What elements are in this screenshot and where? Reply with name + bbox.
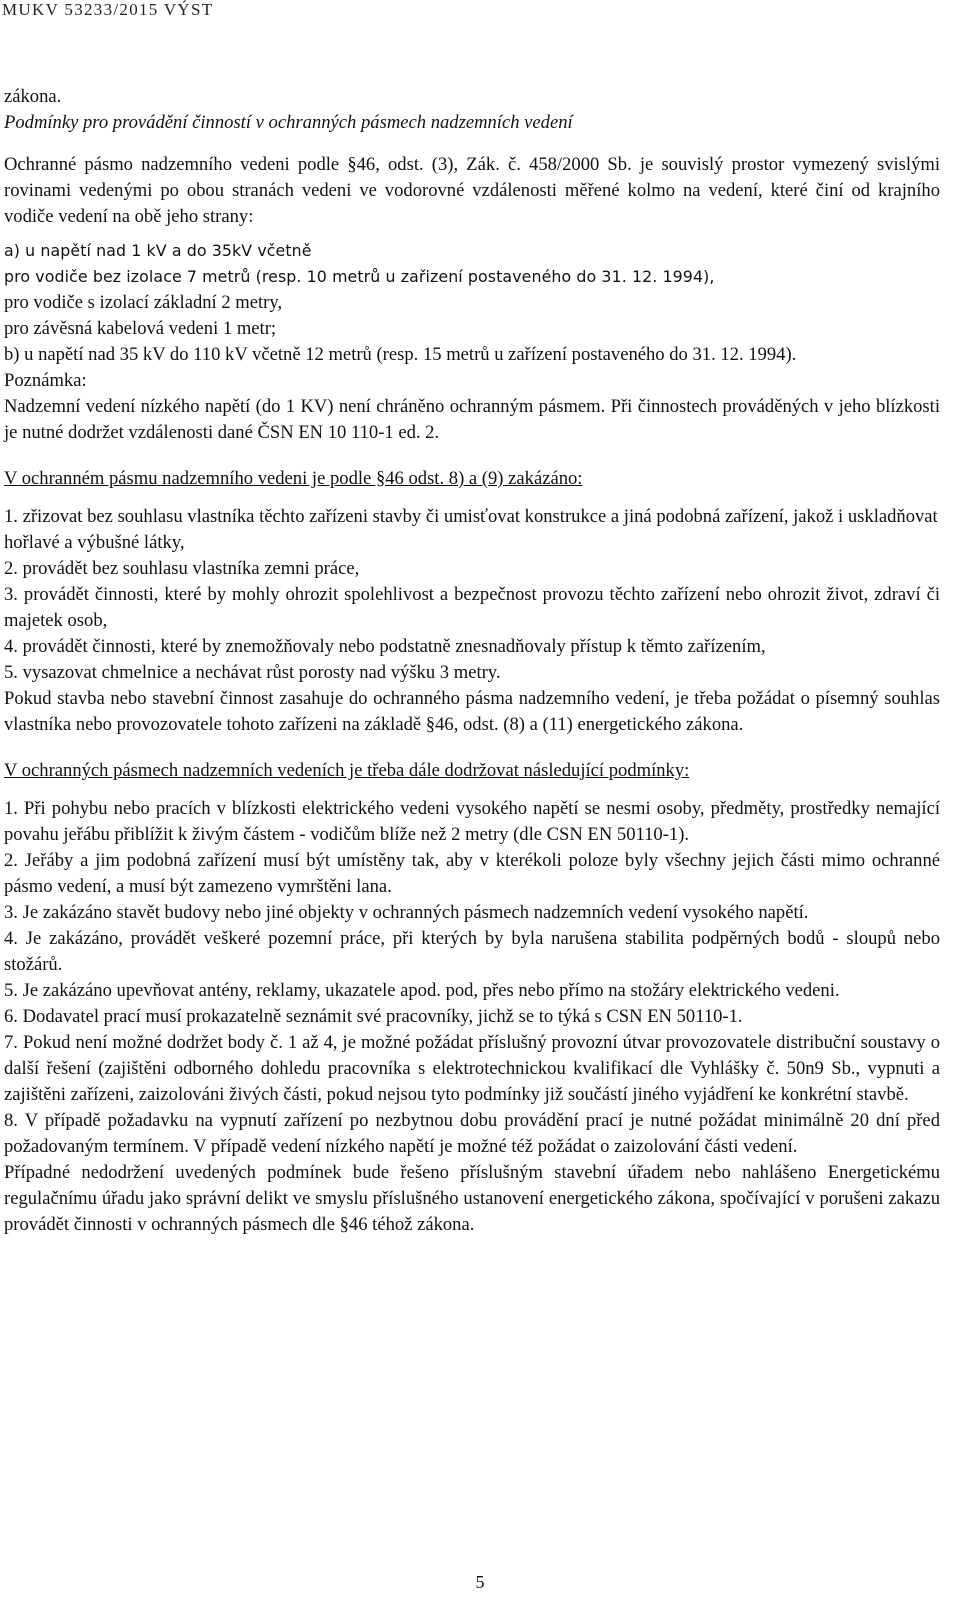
condition-item: 6. Dodavatel prací musí prokazatelně seznámit své pracovníky, jichž se to týká s CSN EN 50110-1. — [4, 1006, 743, 1027]
page-number: 5 — [475, 1572, 485, 1592]
voltage-a-item: pro vodiče s izolací základní 2 metry, — [4, 292, 283, 313]
voltage-b-line: b) u napětí nad 35 kV do 110 kV včetně 12 metrů (resp. 15 metrů u zařízení postaveného do 31. 12. 1994). — [4, 344, 797, 365]
closing-paragraph: Případné nedodržení uvedených podmínek bude řešeno příslušným stavební úřadem nebo nahlášeno Energetickému regulačnímu úřadu jako správní delikt ve smyslu příslušného ustanovení energetického zákona, spočívající v porušeni zakazu provádět činnosti v ochranných pásmech dle §46 téhož zákona. — [4, 1162, 940, 1235]
condition-item: 1. Při pohybu nebo pracích v blízkosti elektrického vedeni vysokého napětí se nesmi osoby, předměty, prostředky nemající povahu jeřábu přiblížit k živým částem - vodičům blíže než 2 metry (dle CSN EN 50110-1). — [4, 798, 940, 845]
intro-line: zákona. — [4, 86, 62, 107]
condition-item: 4. Je zakázáno, provádět veškeré pozemní práce, při kterých by byla narušena stabilita podpěrných bodů - sloupů nebo stožárů. — [4, 928, 940, 975]
prohibited-item: 1. zřizovat bez souhlasu vlastníka těchto zařízeni stavby či umisťovat konstrukce a jiná podobná zařízení, jakož i uskladňovat hořlavé a výbušné látky, — [4, 506, 938, 553]
prohibited-item: 2. provádět bez souhlasu vlastníka zemni práce, — [4, 558, 360, 579]
note-label: Poznámka: — [4, 370, 87, 391]
condition-item: 7. Pokud není možné dodržet body č. 1 až 4, je možné požádat příslušný provozní útvar provozovatele distribuční soustavy o další řešení (zajištěni odborného dohledu pracovníka s elektrotechnickou kvalifikací dle Vyhlášky č. 50n9 Sb., vypnuti a zajištěni zařízeni, zaizolováni živých části, pokud nejsou tyto podmínky již součástí jiného vyjádření ke konkrétní stavbě. — [4, 1032, 940, 1105]
definition-paragraph: Ochranné pásmo nadzemního vedeni podle §46, odst. (3), Zák. č. 458/2000 Sb. je souvislý prostor vymezený svislými rovinami vedenými po obou stranách vedeni ve vodorovné vzdálenosti měřené kolmo na vedení, které činí od krajního vodiče vedení na obě jeho strany: — [4, 154, 940, 227]
document-header: MUKV 53233/2015 VÝST — [2, 0, 214, 19]
condition-item: 3. Je zakázáno stavět budovy nebo jiné objekty v ochranných pásmech nadzemních vedení vysokého napětí. — [4, 902, 809, 923]
condition-item: 8. V případě požadavku na vypnutí zařízení po nezbytnou dobu provádění prací je nutné požádat minimálně 20 dní před požadovaným termínem. V případě vedení nízkého napětí je možné též požádat o zaizolování části vedení. — [4, 1110, 940, 1157]
prohibited-heading: V ochranném pásmu nadzemního vedeni je podle §46 odst. 8) a (9) zakázáno: — [4, 468, 583, 489]
voltage-a-item: pro závěsná kabelová vedeni 1 metr; — [4, 318, 277, 339]
prohibited-item: 4. provádět činnosti, které by znemožňovaly nebo podstatně znesnadňovaly přístup k těmto zařízením, — [4, 636, 766, 657]
consent-paragraph: Pokud stavba nebo stavební činnost zasahuje do ochranného pásma nadzemního vedení, je třeba požádat o písemný souhlas vlastníka nebo provozovatele tohoto zařízeni na základě §46, odst. (8) a (11) energetického zákona. — [4, 688, 940, 735]
voltage-a-item: pro vodiče bez izolace 7 metrů (resp. 10 metrů u zařizení postaveného do 31. 12. 1994), — [4, 267, 715, 286]
note-paragraph: Nadzemní vedení nízkého napětí (do 1 KV) není chráněno ochranným pásmem. Při činnostech prováděných v jeho blízkosti je nutné dodržet vzdálenosti dané ČSN EN 10 110-1 ed. 2. — [4, 396, 940, 443]
voltage-a-line: a) u napětí nad 1 kV a do 35kV včetně — [4, 241, 312, 260]
conditions-heading: V ochranných pásmech nadzemních vedeních je třeba dále dodržovat následující podmínky: — [4, 760, 690, 781]
prohibited-item: 5. vysazovat chmelnice a nechávat růst porosty nad výšku 3 metry. — [4, 662, 501, 683]
condition-item: 2. Jeřáby a jim podobná zařízení musí být umístěny tak, aby v kterékoli poloze byly všechny jejich části mimo ochranné pásmo vedení, a musí být zamezeno vymrštěni lana. — [4, 850, 940, 897]
section-heading: Podmínky pro provádění činností v ochranných pásmech nadzemních vedení — [4, 112, 573, 133]
condition-item: 5. Je zakázáno upevňovat antény, reklamy, ukazatele apod. pod, přes nebo přímo na stožáry elektrického vedeni. — [4, 980, 840, 1001]
prohibited-item: 3. provádět činnosti, které by mohly ohrozit spolehlivost a bezpečnost provozu těchto zařízení nebo ohrozit život, zdraví či majetek osob, — [4, 584, 940, 631]
document-body — [4, 84, 940, 1238]
